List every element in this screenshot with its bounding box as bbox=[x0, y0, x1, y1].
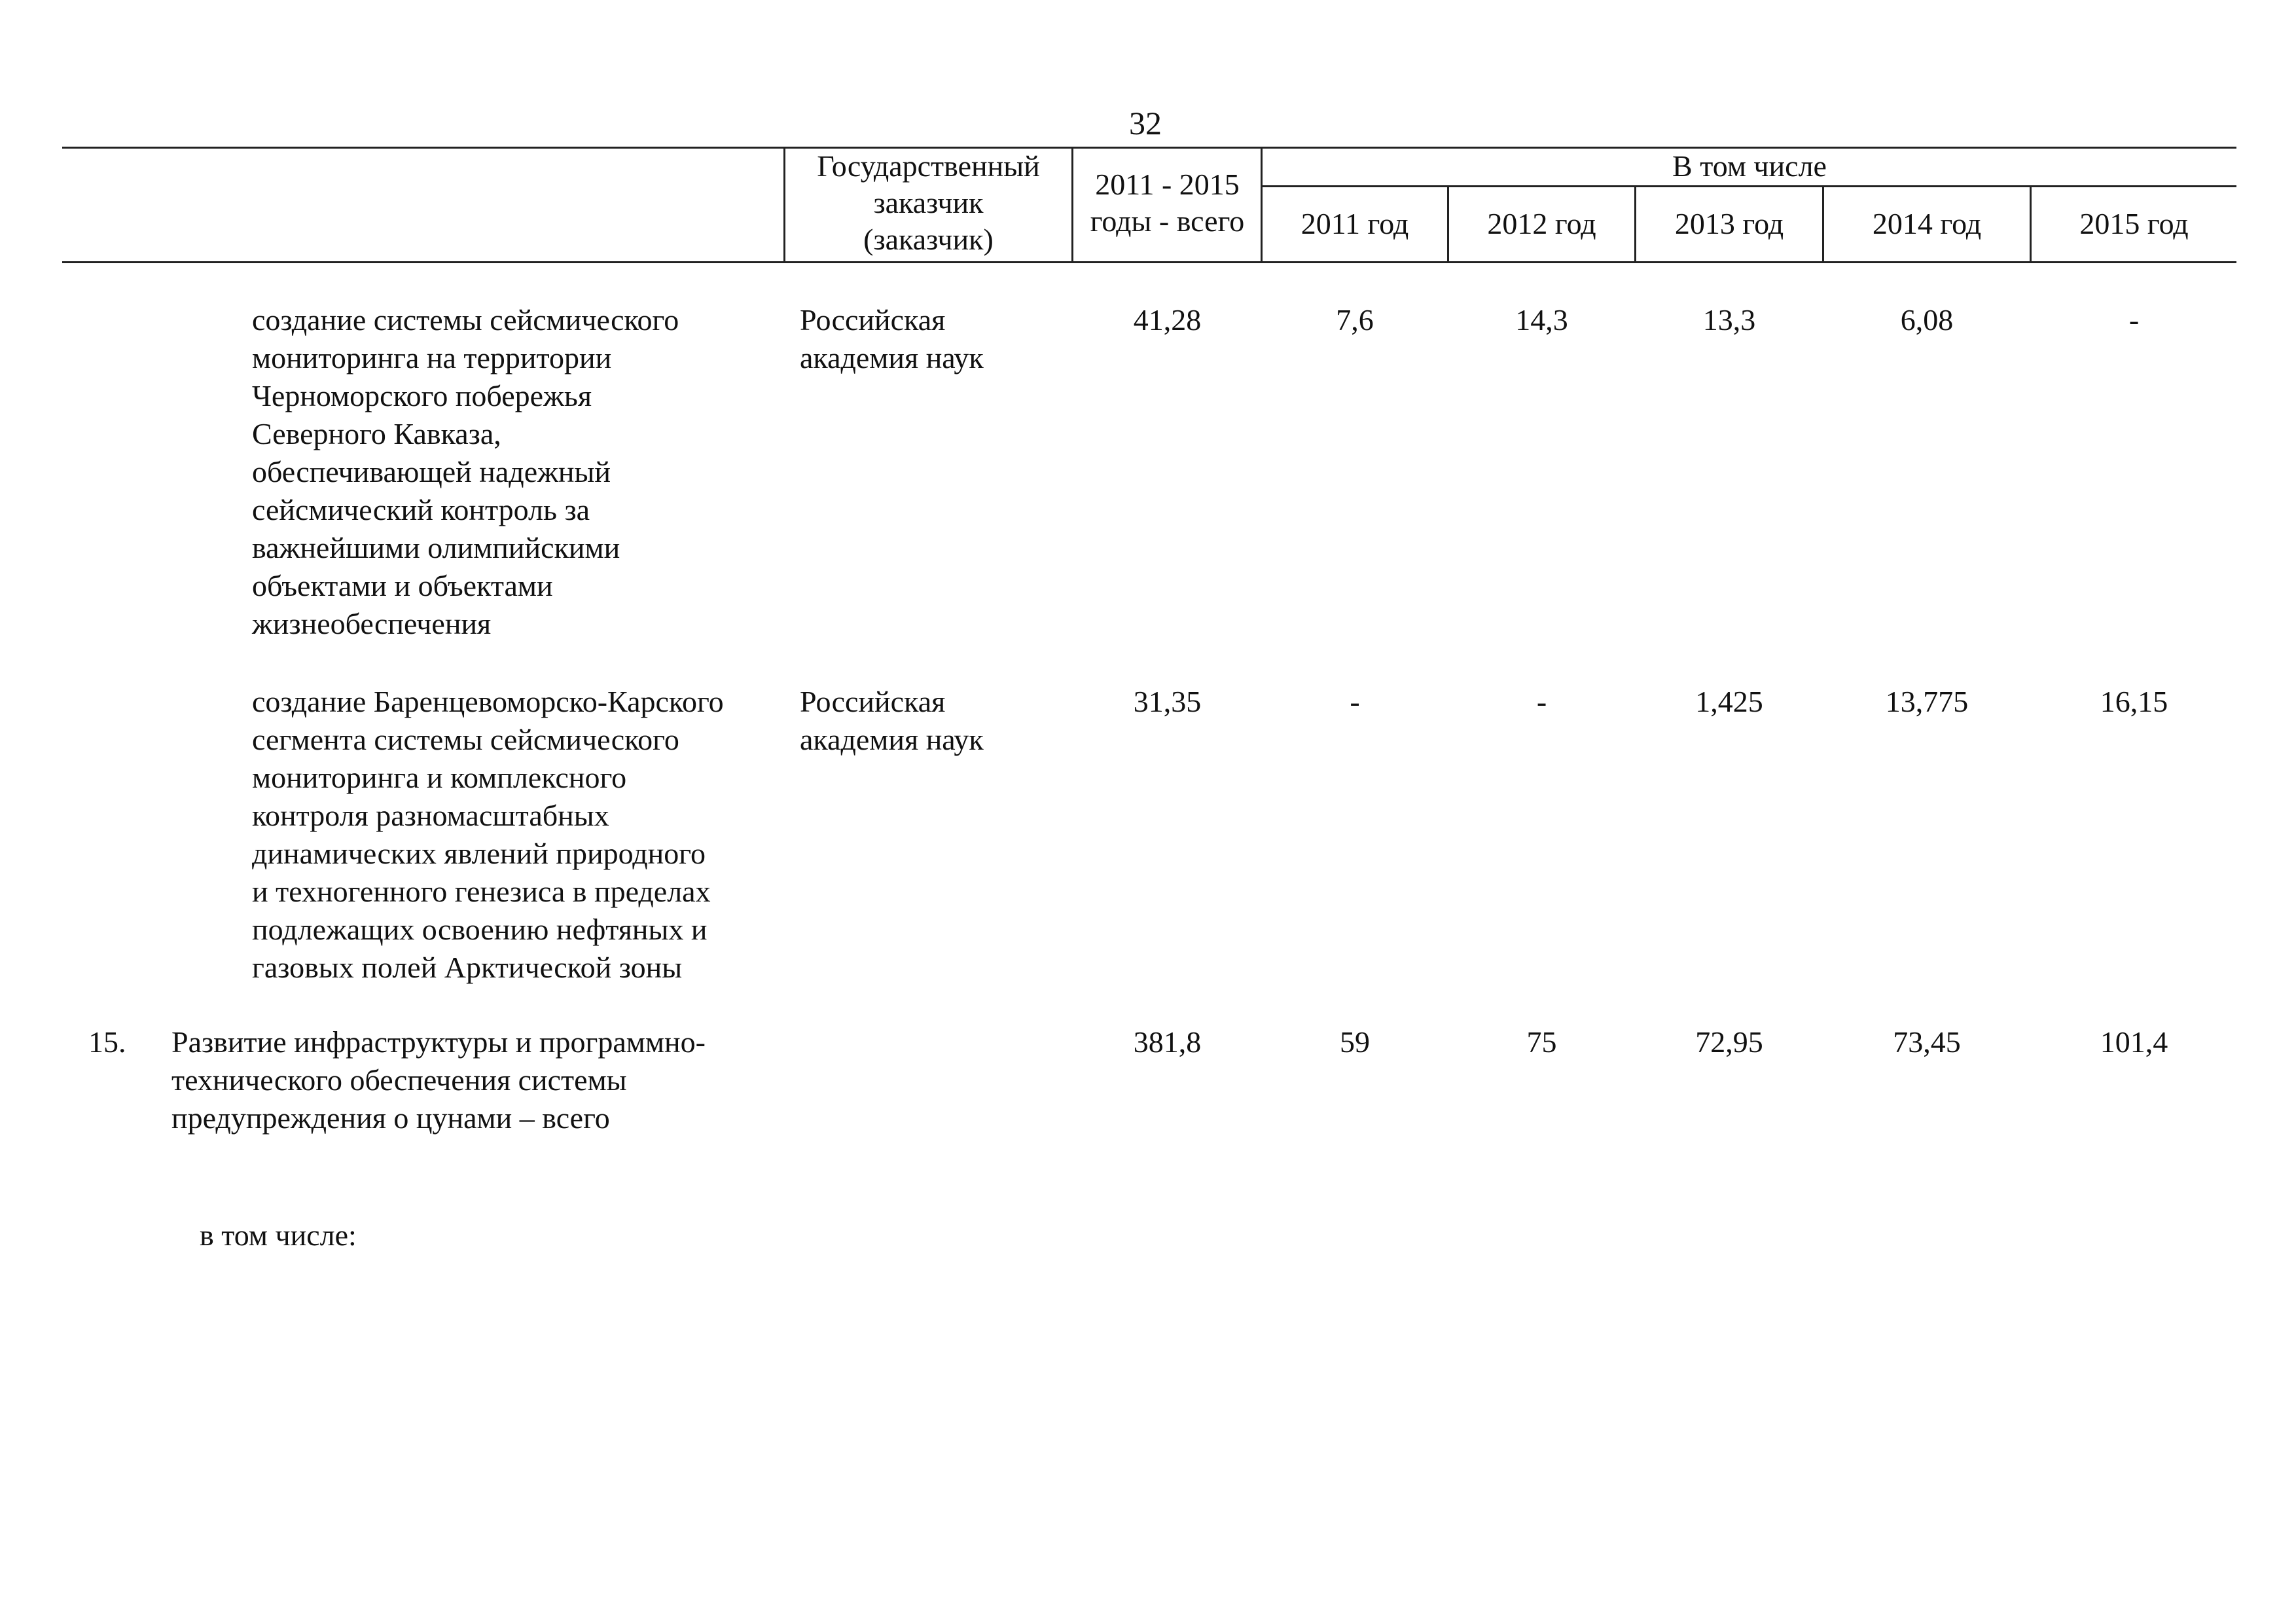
row-1-total: 41,28 bbox=[1133, 303, 1202, 337]
header-year-2015: 2015 год bbox=[2079, 207, 2189, 240]
header-year-2011: 2011 год bbox=[1300, 207, 1409, 240]
header-year-2013: 2013 год bbox=[1674, 207, 1784, 240]
row-3-total: 381,8 bbox=[1133, 1025, 1202, 1059]
row-3-2013: 72,95 bbox=[1695, 1025, 1763, 1059]
row-1-customer: Российская академия наук bbox=[800, 303, 984, 374]
row-3-number: 15. bbox=[88, 1025, 126, 1059]
row-1-2012: 14,3 bbox=[1515, 303, 1568, 337]
footer-note: в том числе: bbox=[200, 1218, 357, 1252]
header-customer: Государственный заказчик (заказчик) bbox=[817, 149, 1040, 256]
page-number: 32 bbox=[1129, 105, 1162, 141]
row-1-2015: - bbox=[2128, 303, 2140, 337]
row-2-2012: - bbox=[1536, 685, 1547, 718]
header-year-2012: 2012 год bbox=[1487, 207, 1596, 240]
row-2-2014: 13,775 bbox=[1885, 685, 1969, 718]
row-3-name: Развитие инфраструктуры и программно- технического обеспечения системы предупреждения о цунами – всего bbox=[171, 1025, 706, 1135]
header-year-2014: 2014 год bbox=[1872, 207, 1982, 240]
row-2-total: 31,35 bbox=[1133, 685, 1202, 718]
row-2-name: создание Баренцевоморско-Карского сегмента системы сейсмического мониторинга и комплексного контроля разномасштабных динамических явлений природного и техногенного генезиса в пределах подлежащих освоению нефтяных и газовых полей Арктической зоны bbox=[252, 685, 724, 984]
header-bottom-border bbox=[62, 261, 2236, 263]
row-3-2011: 59 bbox=[1340, 1025, 1370, 1059]
row-3-2014: 73,45 bbox=[1893, 1025, 1961, 1059]
row-1-name: создание системы сейсмического мониторинга на территории Черноморского побережья Северного Кавказа, обеспечивающей надежный сейсмический контроль за важнейшими олимпийскими объектами и объектами жизнеобеспечения bbox=[252, 303, 679, 640]
row-2-customer: Российская академия наук bbox=[800, 685, 984, 756]
row-2-2011: - bbox=[1350, 685, 1360, 718]
row-3-2012: 75 bbox=[1526, 1025, 1557, 1059]
row-1-2011: 7,6 bbox=[1336, 303, 1374, 337]
subheader-border bbox=[1261, 185, 2236, 187]
row-1-2014: 6,08 bbox=[1900, 303, 1954, 337]
header-including: В том числе bbox=[1672, 149, 1827, 183]
header-total: 2011 - 2015 годы - всего bbox=[1090, 168, 1245, 238]
row-2-2013: 1,425 bbox=[1695, 685, 1763, 718]
row-2-2015: 16,15 bbox=[2100, 685, 2168, 718]
row-1-2013: 13,3 bbox=[1702, 303, 1756, 337]
row-3-2015: 101,4 bbox=[2100, 1025, 2168, 1059]
